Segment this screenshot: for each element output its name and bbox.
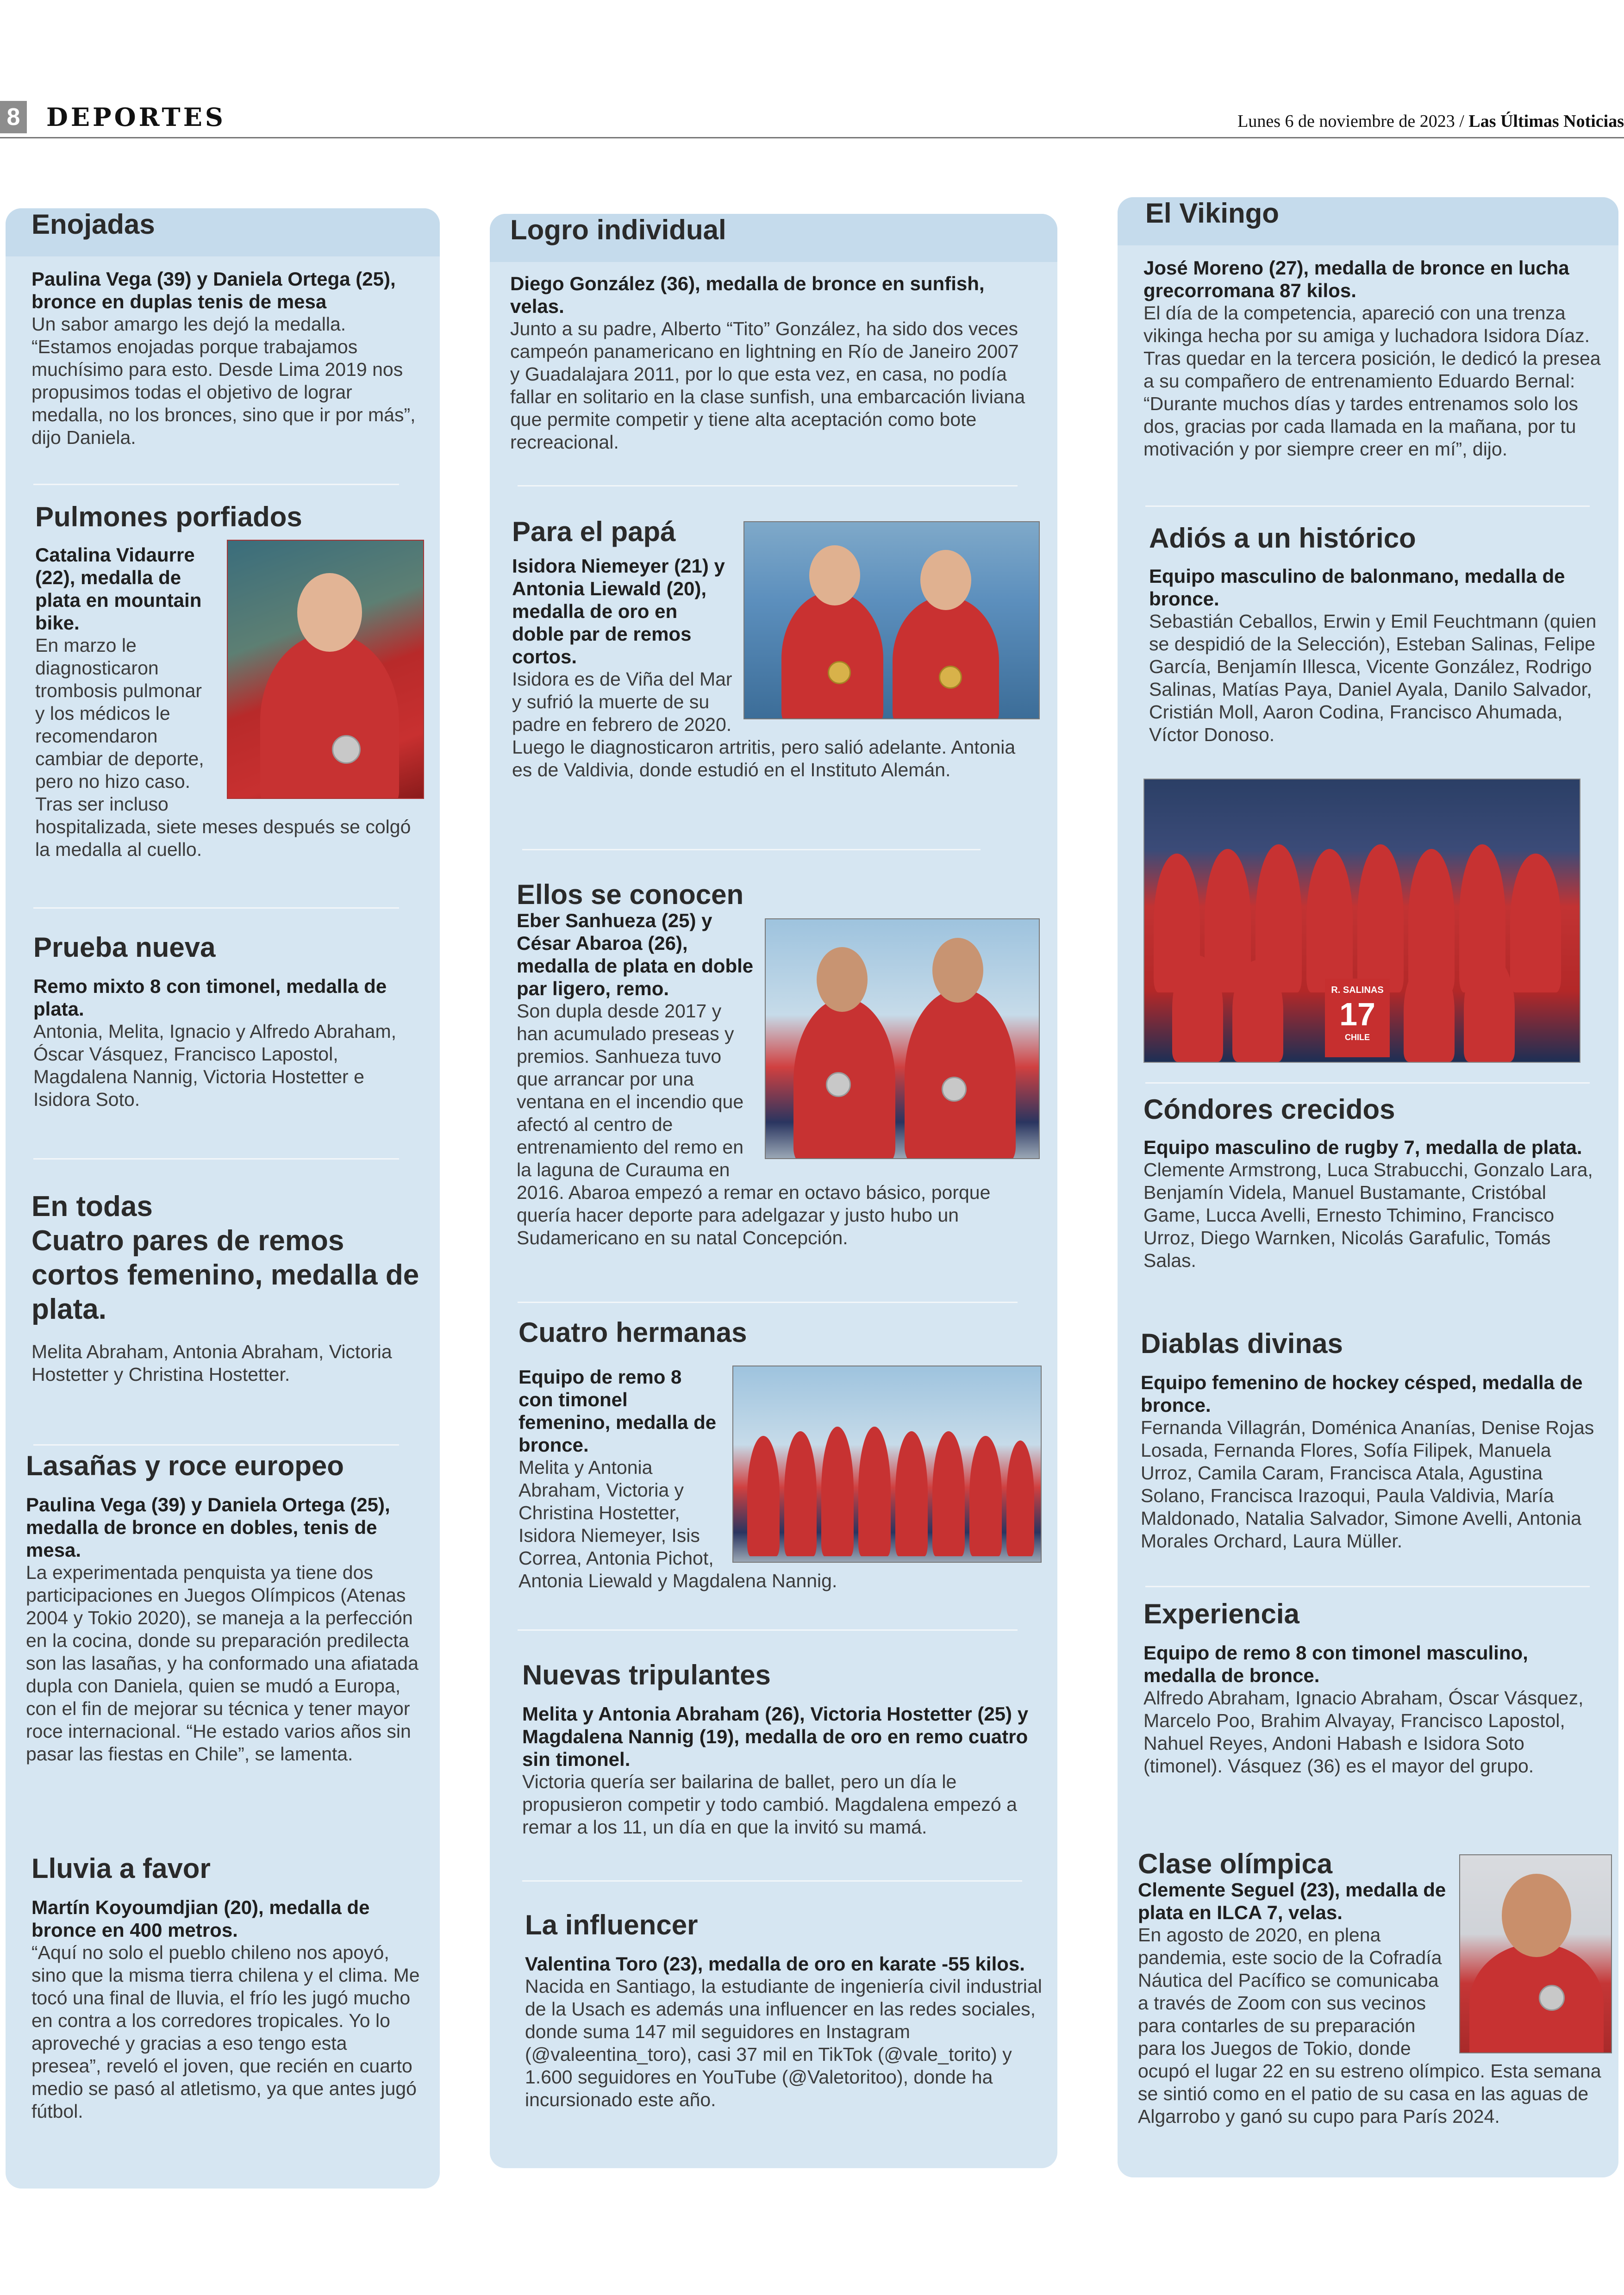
story-title: Cóndores crecidos: [1143, 1094, 1395, 1125]
section-title: DEPORTES: [46, 102, 226, 132]
story-title: La influencer: [525, 1909, 698, 1940]
story-title: En todas: [31, 1191, 153, 1222]
divider: [1145, 1082, 1590, 1084]
column-right: [1118, 197, 1618, 2177]
header-dateline: [1237, 111, 1624, 131]
column-center: [490, 214, 1057, 2168]
story-ellos: [517, 880, 1040, 1249]
story-title: Para el papá: [512, 516, 676, 547]
story-tripulantes: [522, 1658, 1041, 1839]
story-papa: [512, 515, 1040, 781]
story-title: Experiencia: [1143, 1598, 1299, 1629]
divider: [1145, 505, 1590, 507]
story-lead: Martín Koyoumdjian (20), medalla de bronce en 400 metros.: [31, 1896, 370, 1941]
story-lead: Equipo masculino de balonmano, medalla de bronce.: [1149, 565, 1565, 610]
story-title: Cuatro hermanas: [518, 1317, 747, 1348]
photo-rowing-men: [765, 918, 1040, 1159]
divider: [33, 484, 399, 485]
story-subtitle: Cuatro pares de remos cortos femenino, medalla de plata.: [31, 1225, 419, 1325]
story-title: Pulmones porfiados: [35, 501, 302, 532]
story-title: Prueba nueva: [33, 932, 216, 963]
story-prueba-nueva: [33, 930, 418, 1111]
story-title: Adiós a un histórico: [1149, 523, 1416, 554]
issue-date: Lunes 6 de noviembre de 2023 /: [1237, 112, 1464, 131]
story-pulmones: [35, 500, 424, 861]
story-body: Un sabor amargo les dejó la medalla. “Estamos enojadas porque trabajamos muchísimo para esto. Desde Lima 2019 nos propusimos todas el objetivo de lograr medalla, no los bronces, sino que ir por más”, dijo Daniela.: [31, 313, 416, 448]
story-lead: Isidora Niemeyer (21) y Antonia Liewald (20), medalla de oro en doble par de remos cortos.: [512, 555, 725, 667]
story-lead: Eber Sanhueza (25) y César Abaroa (26), medalla de plata en doble par ligero, remo.: [517, 910, 754, 999]
story-body: Clemente Armstrong, Luca Strabucchi, Gonzalo Lara, Benjamín Videla, Manuel Bustamante, Cristóbal Game, Lucca Avelli, Ernesto Tchimino, Francisco Urroz, Diego Warnken, Nicolás Garafulic, Tomás Salas.: [1143, 1159, 1593, 1271]
story-body: Antonia, Melita, Ignacio y Alfredo Abraham, Óscar Vásquez, Francisco Lapostol, Magdalena Nannig, Victoria Hostetter e Isidora Soto.: [33, 1021, 397, 1110]
story-lead: Equipo de remo 8 con timonel masculino, medalla de bronce.: [1143, 1642, 1528, 1686]
story-body: “Aquí no solo el pueblo chileno nos apoyó, sino que la misma tierra chilena y el clima. Me tocó una final de lluvia, el frío les jugó mucho en contra a los corredores tropicales. Yo lo aproveché y gracias a eso tengo esta presea”, reveló el joven, que recién en cuarto medio se pasó al atletismo, ya que antes jugó fútbol.: [31, 1942, 420, 2122]
story-title-enojadas: Enojadas: [6, 208, 440, 256]
story-adios: [1149, 521, 1603, 746]
story-lead: Paulina Vega (39) y Daniela Ortega (25), bronce en duplas tenis de mesa: [31, 268, 396, 312]
story-lead: Catalina Vidaurre (22), medalla de plata en mountain bike.: [35, 544, 202, 634]
divider: [33, 1158, 399, 1160]
story-lead: Equipo masculino de rugby 7, medalla de plata.: [1143, 1136, 1582, 1158]
story-lead: Valentina Toro (23), medalla de oro en karate -55 kilos.: [525, 1953, 1025, 1975]
story-title: Clase olímpica: [1138, 1848, 1333, 1879]
story-title: Lluvia a favor: [31, 1853, 211, 1884]
story-lead: Equipo femenino de hockey césped, medalla de bronce.: [1141, 1372, 1583, 1416]
photo-rowing-team: [732, 1366, 1042, 1563]
photo-sailor: [1459, 1854, 1612, 2053]
story-vikingo: [1143, 256, 1602, 461]
story-body: El día de la competencia, apareció con una trenza vikinga hecha por su amiga y luchadora Isidora Díaz. Tras quedar en la tercera posición, le dedicó la presea a su compañero de entrenamiento Eduardo Bernal: “Durante muchos días y tardes entrenamos solo los dos, gracias por cada llamada en la mañana, por tu motivación y por siempre creer en mí”, dijo.: [1143, 302, 1601, 460]
story-body: En agosto de 2020, en plena pandemia, este socio de la Cofradía Náutica del Pacífico se comunicaba a través de Zoom con sus vecinos para contarles de su preparación para los Juegos de Tokio, donde ocupó el lugar 22 en su estreno olímpico. Esta semana se sintió como en el patio de su casa en las aguas de Algarrobo y ganó su cupo para París 2024.: [1138, 1924, 1601, 2127]
page-number: 8: [0, 101, 27, 133]
story-influencer: [525, 1908, 1043, 2111]
divider: [518, 1302, 1018, 1303]
story-body: Nacida en Santiago, la estudiante de ingeniería civil industrial de la Usach es además una influencer en las redes sociales, donde suma 147 mil seguidores en Instagram (@valeentina_toro), casi 37 mil en TikTok (@vale_torito) y 1.600 seguidores en YouTube (@Valetoritoo), donde ha incursionado este año.: [525, 1976, 1042, 2110]
photo-rowing-duo: [743, 521, 1040, 719]
page-header: [0, 101, 1624, 138]
story-en-todas: [31, 1190, 420, 1386]
story-body: En marzo le diagnosticaron trombosis pulmonar y los médicos le recomendaron cambiar de deporte, pero no hizo caso. Tras ser incluso hospitalizada, siete meses después se colgó la medalla al cuello.: [35, 635, 411, 860]
story-experiencia: [1143, 1597, 1602, 1777]
column-left: [6, 208, 440, 2189]
story-title: Nuevas tripulantes: [522, 1659, 771, 1690]
story-title-logro: Logro individual: [490, 214, 1057, 262]
jersey-name: R. SALINAS: [1331, 985, 1384, 995]
jersey-country: CHILE: [1345, 1033, 1370, 1042]
story-condores: [1143, 1092, 1602, 1272]
story-diablas: [1141, 1327, 1604, 1553]
story-title: Lasañas y roce europeo: [26, 1450, 344, 1481]
story-lead: Paulina Vega (39) y Daniela Ortega (25), medalla de bronce en dobles, tenis de mesa.: [26, 1494, 390, 1561]
story-lead: Equipo de remo 8 con timonel femenino, medalla de bronce.: [518, 1366, 717, 1456]
story-lead: Remo mixto 8 con timonel, medalla de plata.: [33, 975, 387, 1020]
header-rule: [0, 137, 1624, 138]
story-body: Fernanda Villagrán, Doménica Ananías, Denise Rojas Losada, Fernanda Flores, Sofía Filipek, Manuela Urroz, Camila Caram, Francisca Atala, Agustina Solano, Francisca Irazoqui, Paula Valdivia, María Maldonado, Natalia Salvador, Simone Avelli, Antonia Morales Orchard, Laura Müller.: [1141, 1417, 1594, 1552]
jersey-number: 17: [1339, 996, 1375, 1032]
divider: [522, 1880, 1022, 1882]
jersey: [1325, 979, 1390, 1057]
story-lasanas: [26, 1449, 419, 1765]
story-body: Junto a su padre, Alberto “Tito” González, ha sido dos veces campeón panamericano en lightning en Río de Janeiro 2007 y Guadalajara 2011, por lo que esta vez, en casa, no podía fallar en solitario en la clase sunfish, una embarcación liviana que permite competir y tiene alta aceptación como bote recreacional.: [510, 318, 1025, 453]
story-hermanas: [518, 1316, 1042, 1592]
divider: [33, 1444, 399, 1446]
story-lluvia: [31, 1852, 420, 2123]
story-body: La experimentada penquista ya tiene dos participaciones en Juegos Olímpicos (Atenas 2004 y Tokio 2020), se maneja a la perfección en la cocina, donde su preparación predilecta son las lasañas, y ha conformado una afiatada dupla con Daniela, quien se mudó a Europa, con el fin de mejorar su técnica y tener mayor roce internacional. “He estado varios años sin pasar las fiestas en Chile”, se lamenta.: [26, 1562, 418, 1765]
photo-handball-team: [1143, 779, 1580, 1063]
photo-cyclist: [227, 540, 424, 799]
story-enojadas: [31, 268, 420, 449]
story-body: Isidora es de Viña del Mar y sufrió la muerte de su padre en febrero de 2020. Luego le diagnosticaron artritis, pero salió adelante. Antonia es de Valdivia, donde estudió en el Instituto Alemán.: [512, 668, 1016, 780]
story-body: Son dupla desde 2017 y han acumulado preseas y premios. Sanhueza tuvo que arrancar por una ventana en el incendio que afectó al centro de entrenamiento del remo en la laguna de Curauma en 2016. Abaroa empezó a remar en octavo básico, porque quería hacer deporte para adelgazar y justo hubo un Sudamericano en su natal Concepción.: [517, 1000, 991, 1248]
story-title: Ellos se conocen: [517, 879, 744, 910]
story-title: Diablas divinas: [1141, 1328, 1343, 1359]
story-lead: José Moreno (27), medalla de bronce en lucha grecorromana 87 kilos.: [1143, 257, 1569, 301]
newspaper-name: Las Últimas Noticias: [1468, 112, 1624, 131]
divider: [522, 849, 981, 850]
story-lead: Diego González (36), medalla de bronce en sunfish, velas.: [510, 273, 985, 317]
story-clase: [1138, 1850, 1612, 2128]
story-body: Sebastián Ceballos, Erwin y Emil Feuchtmann (quien se despidió de la Selección), Esteban Salinas, Felipe García, Benjamín Illesca, Vicente González, Rodrigo Salinas, Matías Paya, Daniel Ayala, Danilo Salvador, Cristián Moll, Aaron Codina, Francisco Ahumada, Víctor Donoso.: [1149, 611, 1597, 745]
story-logro: [510, 272, 1029, 454]
story-body: Melita y Antonia Abraham, Victoria y Christina Hostetter, Isidora Niemeyer, Isis Correa, Antonia Pichot, Antonia Liewald y Magdalena Nannig.: [518, 1457, 837, 1591]
story-title-vikingo: El Vikingo: [1118, 197, 1618, 245]
story-body: Victoria quería ser bailarina de ballet, pero un día le propusieron competir y todo cambió. Magdalena empezó a remar a los 11, un día en que la invitó su mamá.: [522, 1771, 1017, 1838]
divider: [518, 485, 1018, 486]
divider: [518, 1629, 1018, 1631]
story-lead: Melita y Antonia Abraham (26), Victoria Hostetter (25) y Magdalena Nannig (19), medalla de oro en remo cuatro sin timonel.: [522, 1703, 1029, 1770]
divider: [1145, 1586, 1590, 1587]
story-body: Melita Abraham, Antonia Abraham, Victoria Hostetter y Christina Hostetter.: [31, 1341, 392, 1385]
story-lead: Clemente Seguel (23), medalla de plata en ILCA 7, velas.: [1138, 1879, 1446, 1923]
story-body: Alfredo Abraham, Ignacio Abraham, Óscar Vásquez, Marcelo Poo, Brahim Alvayay, Francisco Lapostol, Nahuel Reyes, Andoni Habash e Isidora Soto (timonel). Vásquez (36) es el mayor del grupo.: [1143, 1687, 1584, 1777]
divider: [33, 907, 399, 909]
